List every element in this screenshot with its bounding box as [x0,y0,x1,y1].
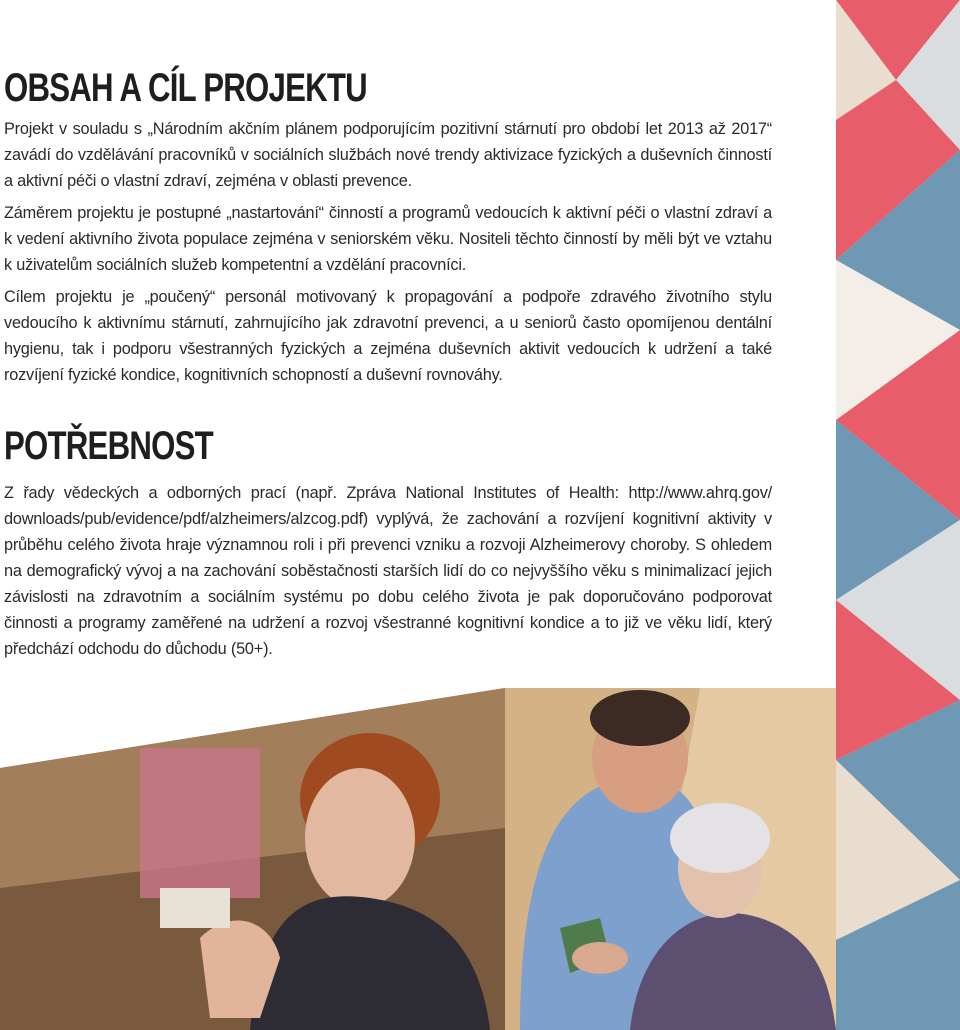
heading-potrebnost: POTŘEBNOST [4,424,213,468]
section-potrebnost [4,418,772,662]
paragraph-potrebnost: Z řady vědeckých a odborných prací (např. Zpráva National Institutes of Health: http://www.ahrq.gov/ downloads/pub/evidence/pdf/alzheimers/alzcog.pdf) vyplývá, že zachování a rozvíjení kognitivní aktivity v průběhu celého života hraje významnou roli i při prevenci vzniku a rozvoji Alzheimerovy choroby. S ohledem na demografický vývoj a na zachování soběstačnosti starších lidí do co nejvyššího věku s minimalizací jejich závislosti na zdravotním a sociálním systému po dobu celého života je pak doporučováno podporovat činnosti a programy zaměřené na udržení a rozvoj všestranné kognitivní kondice a to již ve věku lidí, který předchází odchodu do důchodu (50+). [4,484,772,658]
section-obsah-a-cil [4,60,772,388]
photo-helper-senior [505,688,836,1030]
heading-obsah-a-cil: OBSAH A CÍL PROJEKTU [4,66,367,110]
photo-seniors-table [0,688,505,1030]
photo-collage [0,688,960,1030]
paragraph-3: Cílem projektu je „poučený“ personál motivovaný k propagování a podpoře zdravého životního stylu vedoucího k aktivnímu stárnutí, zahrnujícího jak zdravotní prevenci, a u seniorů často opomíjenou dentální hygienu, tak i podporu všestranných fyzických a zejména duševních aktivit vedoucích k udržení a také rozvíjení fyzické kondice, kognitivních schopností a duševní rovnováhy. [4,288,772,384]
paragraph-1: Projekt v souladu s „Národním akčním plánem podporujícím pozitivní stárnutí pro období let 2013 až 2017“ zavádí do vzdělávání pracovníků v sociálních službách nové trendy aktivizace fyzických a duševních činností a aktivní péči o vlastní zdraví, zejména v oblasti prevence. [4,120,772,190]
document-body [4,60,772,668]
paragraph-2: Záměrem projektu je postupné „nastartování“ činností a programů vedoucích k aktivní péči o vlastní zdraví a k vedení aktivního života populace zejména v seniorském věku. Nositeli těchto činností by měli být ve vztahu k uživatelům sociálních služeb kompetentní a vzdělání pracovníci. [4,204,772,274]
